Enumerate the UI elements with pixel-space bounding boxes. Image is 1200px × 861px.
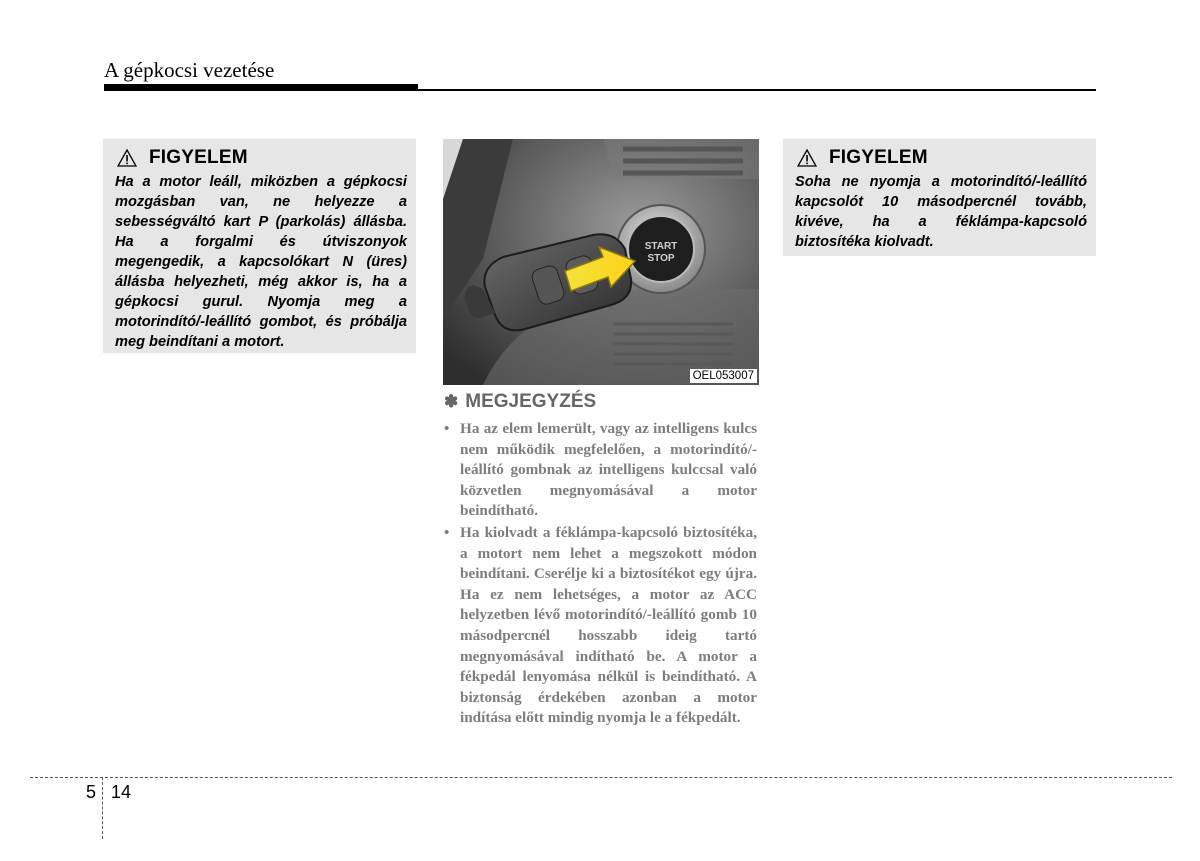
asterisk-icon: ✽ (444, 392, 459, 411)
note-title: MEGJEGYZÉS (465, 391, 597, 412)
note-item-text: Ha az elem lemerült, vagy az intelligens kulcs nem működik megfelelően, a motorindító/-leállító gombnak az intelligens kulccsal való közvetlen megnyomásával a motor beindítható. (460, 420, 757, 520)
note-list (444, 419, 757, 730)
warning-title: FIGYELEM (149, 147, 248, 168)
start-button-photo (443, 139, 759, 385)
warning-box-left (103, 139, 416, 353)
bullet-icon: • (444, 523, 450, 541)
bullet-icon: • (444, 420, 450, 437)
note-item-text: Ha kiolvadt a féklámpa-kapcsoló biztosítéka, a motort nem lehet a megszokott módon beindítani. Cserélje ki a biztosítékot egy újra. Ha ez nem lehetséges, a motor az ACC helyzetben lévő motorindító/-leállító gomb 10 másodpercnél hosszabb ideig tartó megnyomásával indítható be. A motor a fékpedál lenyomása nélkül is beindítható. A biztonság érdekében azonban a motor indítása előtt mindig nyomja le a fékpedált. (460, 523, 757, 727)
note-heading (444, 391, 596, 413)
warning-box-right (783, 139, 1096, 256)
warning-heading (115, 147, 407, 169)
warning-triangle-icon (117, 149, 137, 167)
start-button-illustration (443, 139, 759, 385)
warning-text: Ha a motor leáll, miközben a gépkocsi mozgásban van, ne helyezze a sebességváltó kart P (parkolás) állásba. Ha a forgalmi és útviszonyok megengedik, a kapcsolókart N (üres) állásba helyezheti, még akkor is, ha a gépkocsi gurul. Nyomja meg a motorindító/-leállító gombot, és próbálja meg beindítani a motort. (115, 174, 407, 350)
section-title: A gépkocsi vezetése (104, 58, 275, 82)
figure-code: OEL053007 (690, 369, 757, 383)
header-rule-thin (418, 89, 1096, 91)
svg-text:STOP: STOP (647, 253, 675, 264)
note-item (444, 523, 757, 729)
chapter-number: 5 (86, 782, 97, 802)
footer-dashed-rule (30, 777, 1172, 778)
header-rule-thick (104, 84, 418, 91)
note-item (444, 419, 757, 522)
warning-title: FIGYELEM (829, 147, 928, 168)
warning-heading (795, 147, 1087, 169)
warning-text: Soha ne nyomja a motorindító/-leállító kapcsolót 10 másodpercnél tovább, kivéve, ha a féklámpa-kapcsoló biztosítéka kiolvadt. (795, 174, 1087, 250)
footer-dashed-divider (102, 777, 103, 839)
svg-text:START: START (644, 241, 678, 252)
warning-triangle-icon (797, 149, 817, 167)
page-number: 14 (111, 782, 132, 802)
